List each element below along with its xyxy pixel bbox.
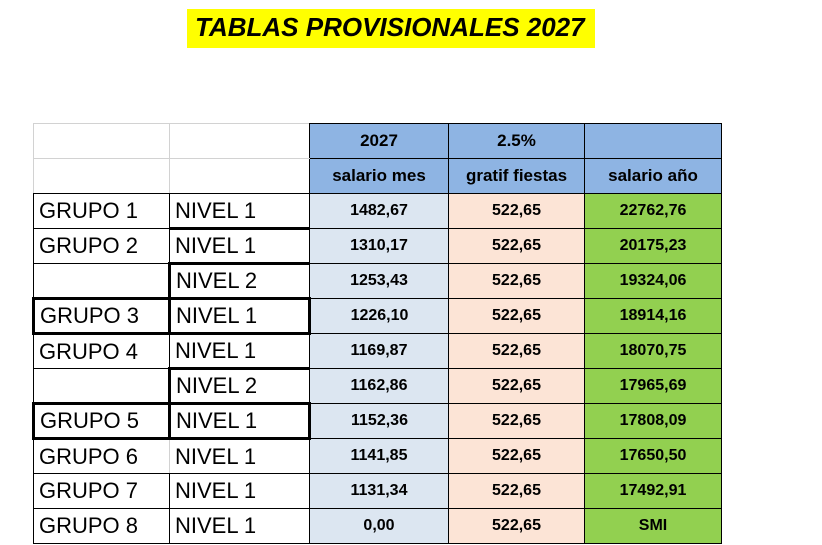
cell-nivel[interactable]: NIVEL 1: [170, 229, 310, 264]
cell-gratif-fiestas[interactable]: 522,65: [449, 194, 585, 229]
page-title[interactable]: TABLAS PROVISIONALES 2027: [187, 9, 595, 48]
cell-salario-ano[interactable]: 17492,91: [585, 474, 722, 509]
cell-salario-ano[interactable]: SMI: [585, 509, 722, 544]
cell-grupo[interactable]: [34, 369, 170, 404]
cell-grupo[interactable]: GRUPO 6: [34, 439, 170, 474]
header-blank-cell[interactable]: [34, 124, 170, 159]
cell-gratif-fiestas[interactable]: 522,65: [449, 229, 585, 264]
cell-nivel[interactable]: NIVEL 1: [170, 299, 310, 334]
cell-salario-mes[interactable]: 1169,87: [310, 334, 449, 369]
cell-nivel[interactable]: NIVEL 1: [170, 509, 310, 544]
header-blank-cell[interactable]: [34, 159, 170, 194]
cell-gratif-fiestas[interactable]: 522,65: [449, 369, 585, 404]
header-rate[interactable]: 2.5%: [449, 124, 585, 159]
table-row: [34, 404, 722, 439]
cell-salario-ano[interactable]: 18914,16: [585, 299, 722, 334]
cell-gratif-fiestas[interactable]: 522,65: [449, 509, 585, 544]
cell-grupo[interactable]: GRUPO 7: [34, 474, 170, 509]
cell-salario-ano[interactable]: 17650,50: [585, 439, 722, 474]
cell-grupo[interactable]: GRUPO 8: [34, 509, 170, 544]
cell-gratif-fiestas[interactable]: 522,65: [449, 404, 585, 439]
header-row-top: [34, 124, 722, 159]
header-gratif-fiestas[interactable]: gratif fiestas: [449, 159, 585, 194]
table-row: [34, 439, 722, 474]
table-row: [34, 474, 722, 509]
cell-nivel[interactable]: NIVEL 2: [170, 264, 310, 299]
header-blank-cell[interactable]: [170, 159, 310, 194]
cell-salario-mes[interactable]: 1152,36: [310, 404, 449, 439]
table-row: [34, 264, 722, 299]
cell-nivel[interactable]: NIVEL 1: [170, 194, 310, 229]
cell-grupo[interactable]: GRUPO 5: [34, 404, 170, 439]
cell-nivel[interactable]: NIVEL 1: [170, 474, 310, 509]
cell-salario-mes[interactable]: 1253,43: [310, 264, 449, 299]
header-row-labels: [34, 159, 722, 194]
cell-gratif-fiestas[interactable]: 522,65: [449, 299, 585, 334]
cell-salario-ano[interactable]: 19324,06: [585, 264, 722, 299]
salary-table: [32, 123, 722, 544]
header-salario-mes[interactable]: salario mes: [310, 159, 449, 194]
cell-nivel[interactable]: NIVEL 1: [170, 334, 310, 369]
cell-salario-mes[interactable]: 1141,85: [310, 439, 449, 474]
header-salario-ano[interactable]: salario año: [585, 159, 722, 194]
table-row: [34, 229, 722, 264]
cell-salario-ano[interactable]: 22762,76: [585, 194, 722, 229]
table-row: [34, 509, 722, 544]
cell-salario-mes[interactable]: 1310,17: [310, 229, 449, 264]
cell-gratif-fiestas[interactable]: 522,65: [449, 334, 585, 369]
cell-salario-ano[interactable]: 18070,75: [585, 334, 722, 369]
table-row: [34, 369, 722, 404]
cell-nivel[interactable]: NIVEL 1: [170, 404, 310, 439]
header-blank-blue[interactable]: [585, 124, 722, 159]
cell-salario-ano[interactable]: 17808,09: [585, 404, 722, 439]
cell-gratif-fiestas[interactable]: 522,65: [449, 264, 585, 299]
cell-salario-mes[interactable]: 1162,86: [310, 369, 449, 404]
cell-grupo[interactable]: GRUPO 4: [34, 334, 170, 369]
cell-grupo[interactable]: GRUPO 2: [34, 229, 170, 264]
cell-grupo[interactable]: GRUPO 1: [34, 194, 170, 229]
cell-salario-mes[interactable]: 1482,67: [310, 194, 449, 229]
cell-salario-mes[interactable]: 1226,10: [310, 299, 449, 334]
header-blank-cell[interactable]: [170, 124, 310, 159]
cell-salario-mes[interactable]: 1131,34: [310, 474, 449, 509]
cell-salario-mes[interactable]: 0,00: [310, 509, 449, 544]
table-row: [34, 194, 722, 229]
cell-grupo[interactable]: [34, 264, 170, 299]
header-year[interactable]: 2027: [310, 124, 449, 159]
cell-nivel[interactable]: NIVEL 2: [170, 369, 310, 404]
cell-gratif-fiestas[interactable]: 522,65: [449, 474, 585, 509]
cell-salario-ano[interactable]: 20175,23: [585, 229, 722, 264]
cell-salario-ano[interactable]: 17965,69: [585, 369, 722, 404]
table-row: [34, 299, 722, 334]
table-row: [34, 334, 722, 369]
cell-nivel[interactable]: NIVEL 1: [170, 439, 310, 474]
cell-grupo[interactable]: GRUPO 3: [34, 299, 170, 334]
cell-gratif-fiestas[interactable]: 522,65: [449, 439, 585, 474]
